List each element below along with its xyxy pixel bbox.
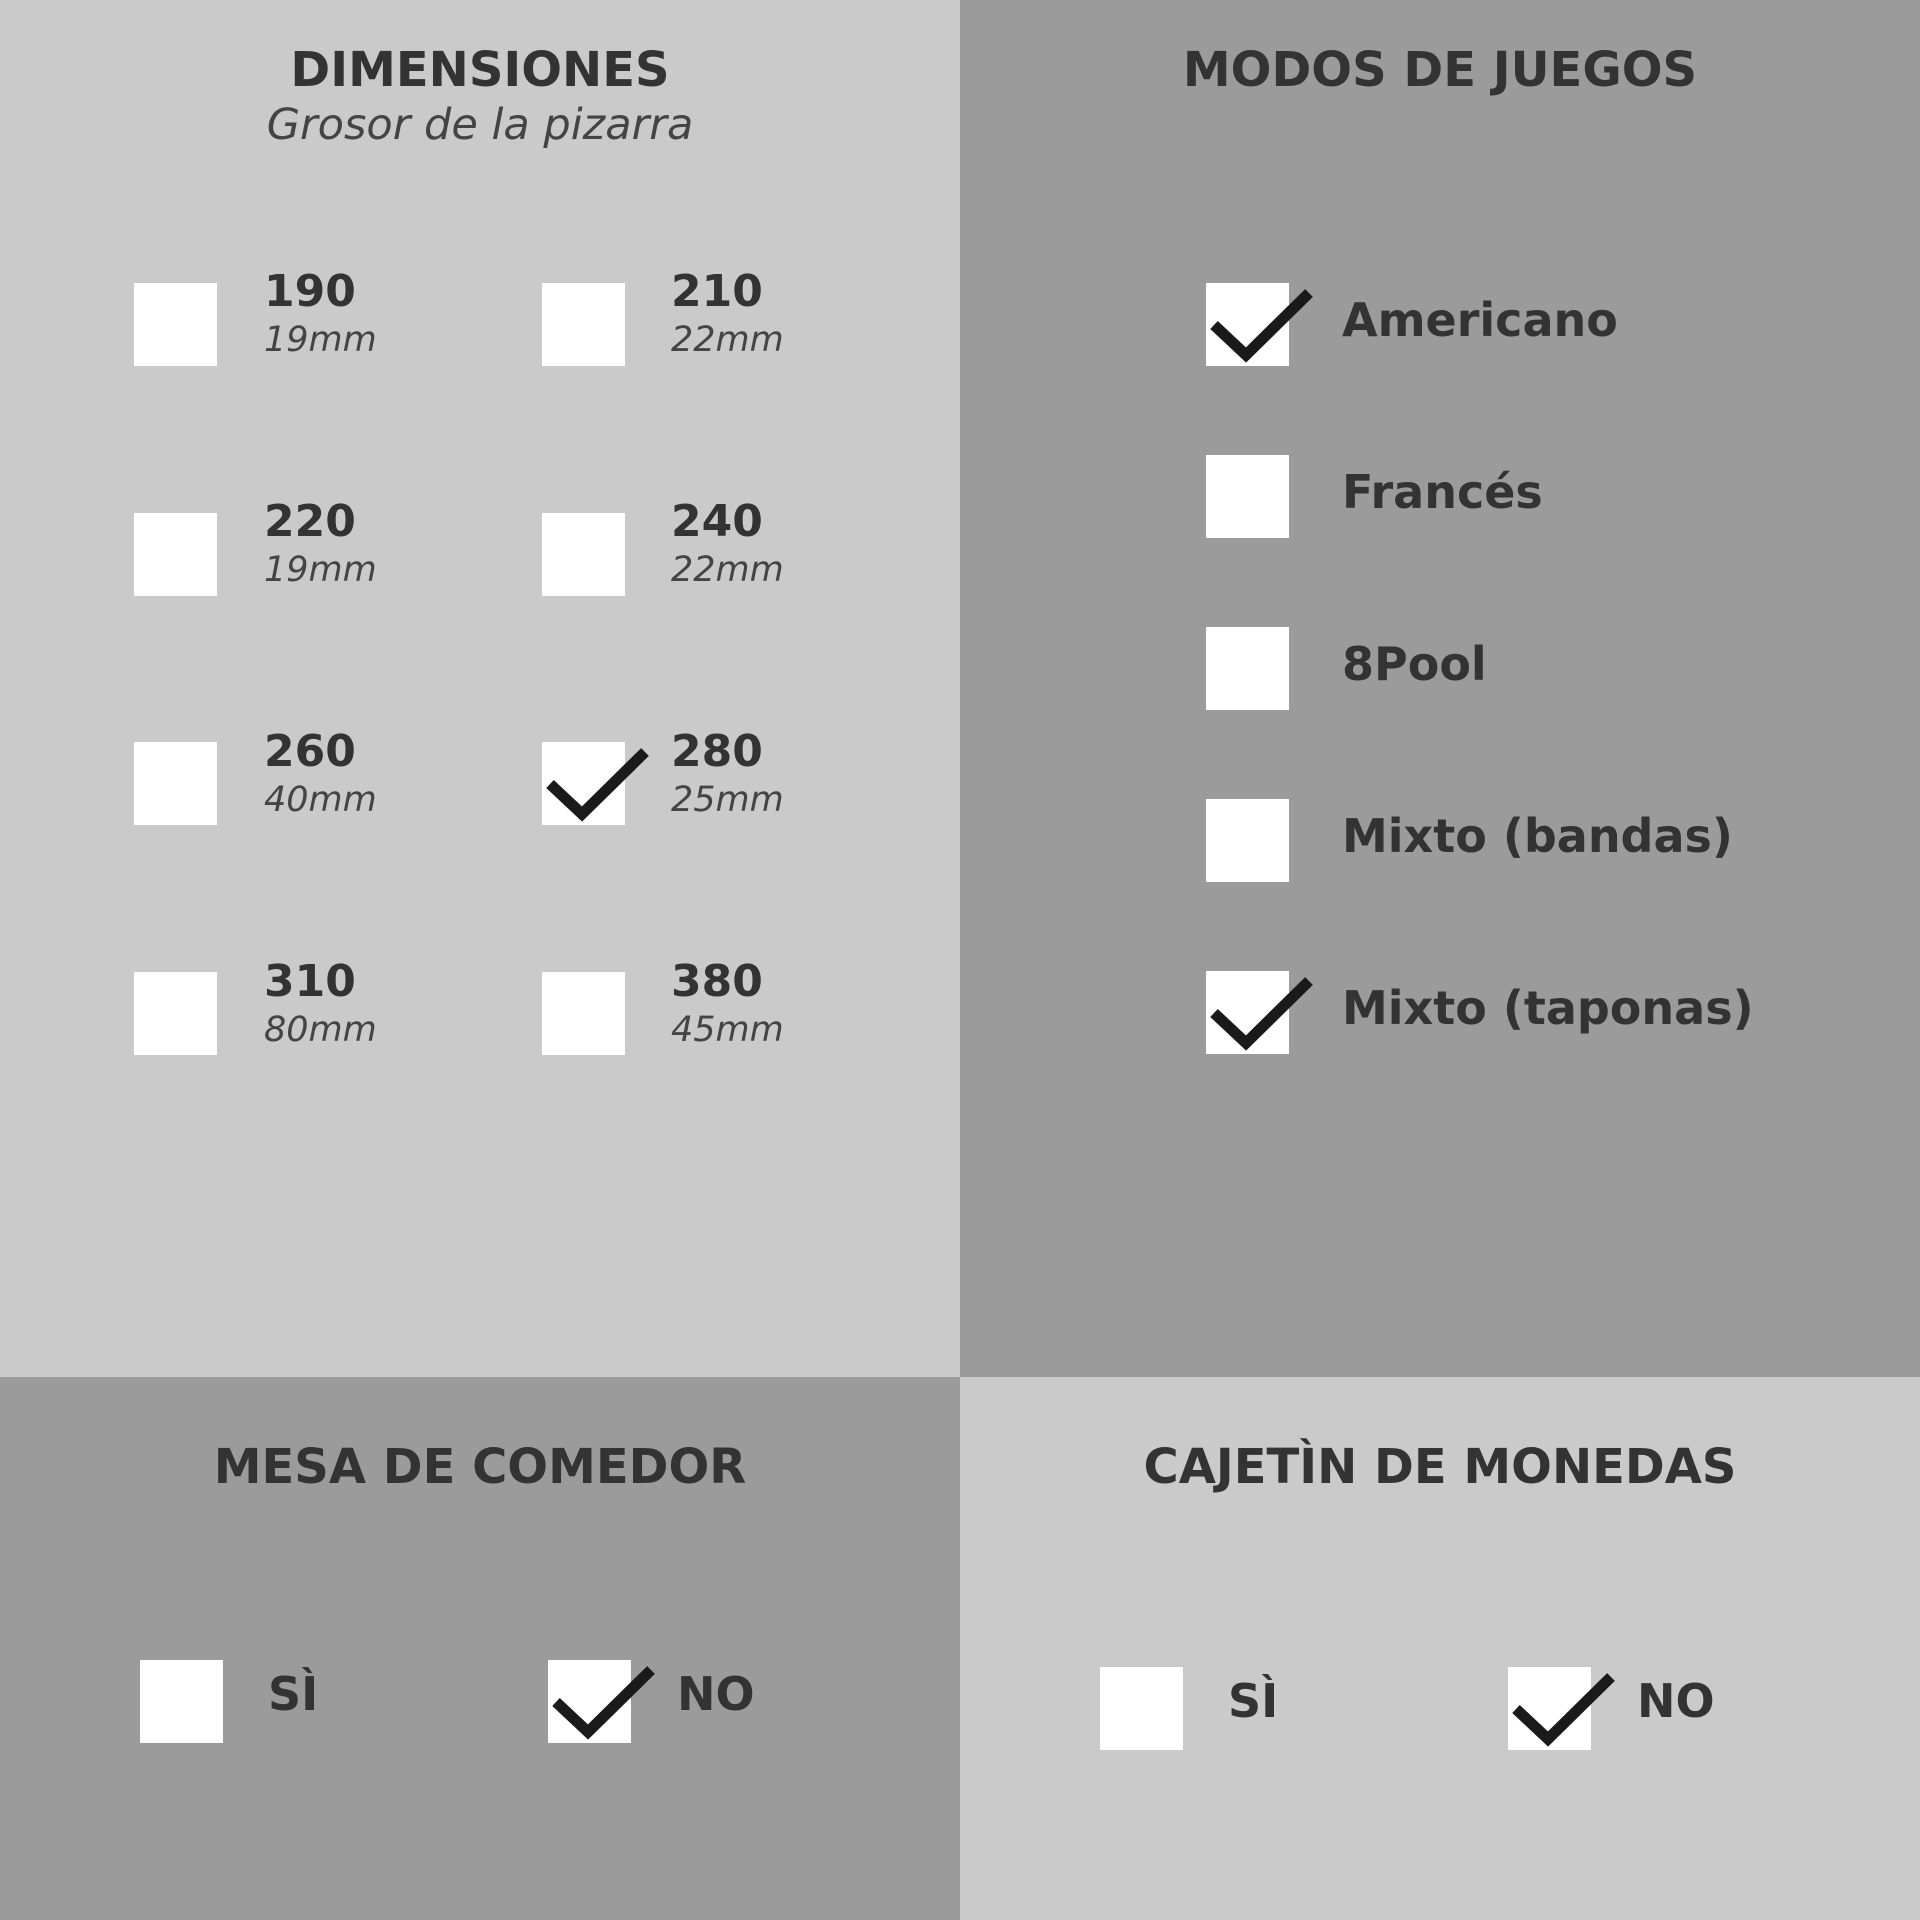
size-value-220: 220 — [264, 496, 356, 547]
checkmark-icon — [1206, 971, 1324, 1061]
checkbox-frances[interactable] — [1206, 455, 1289, 538]
modos-juegos-panel — [960, 0, 1920, 1377]
checkbox-mixto-bandas[interactable] — [1206, 799, 1289, 882]
modos-juegos-title: MODOS DE JUEGOS — [1182, 42, 1698, 98]
checkbox-size-380[interactable] — [542, 972, 625, 1055]
size-value-260: 260 — [264, 726, 356, 777]
checkbox-cajetin-si[interactable] — [1100, 1667, 1183, 1750]
checkbox-mesa-no[interactable] — [548, 1660, 631, 1743]
thickness-280: 25mm — [671, 780, 784, 820]
dimensiones-title: DIMENSIONES — [290, 42, 670, 98]
checkbox-size-190[interactable] — [134, 283, 217, 366]
checkbox-size-240[interactable] — [542, 513, 625, 596]
label-mesa-no: NO — [677, 1667, 755, 1721]
label-mesa-si: SÌ — [268, 1667, 319, 1721]
thickness-240: 22mm — [671, 550, 784, 590]
mesa-comedor-title: MESA DE COMEDOR — [213, 1439, 747, 1495]
checkbox-size-220[interactable] — [134, 513, 217, 596]
checkbox-size-310[interactable] — [134, 972, 217, 1055]
dimensiones-subtitle: Grosor de la pizarra — [266, 100, 694, 150]
checkbox-size-210[interactable] — [542, 283, 625, 366]
label-cajetin-si: SÌ — [1228, 1674, 1279, 1728]
label-cajetin-no: NO — [1637, 1674, 1715, 1728]
thickness-210: 22mm — [671, 320, 784, 360]
size-value-280: 280 — [671, 726, 763, 777]
size-value-190: 190 — [264, 266, 356, 317]
label-americano: Americano — [1342, 293, 1618, 347]
label-mixto-taponas: Mixto (taponas) — [1342, 981, 1754, 1035]
checkmark-icon — [548, 1660, 666, 1750]
checkbox-size-280[interactable] — [542, 742, 625, 825]
size-value-240: 240 — [671, 496, 763, 547]
checkbox-size-260[interactable] — [134, 742, 217, 825]
label-mixto-bandas: Mixto (bandas) — [1342, 809, 1733, 863]
thickness-190: 19mm — [264, 320, 377, 360]
checkbox-8pool[interactable] — [1206, 627, 1289, 710]
checkbox-mixto-taponas[interactable] — [1206, 971, 1289, 1054]
checkmark-icon — [1206, 283, 1324, 373]
size-value-310: 310 — [264, 956, 356, 1007]
checkbox-americano[interactable] — [1206, 283, 1289, 366]
checkmark-icon — [542, 742, 660, 832]
cajetin-monedas-title: CAJETÌN DE MONEDAS — [1143, 1439, 1737, 1495]
cajetin-monedas-panel — [960, 1377, 1920, 1920]
checkbox-cajetin-no[interactable] — [1508, 1667, 1591, 1750]
size-value-210: 210 — [671, 266, 763, 317]
thickness-380: 45mm — [671, 1010, 784, 1050]
label-8pool: 8Pool — [1342, 637, 1487, 691]
mesa-comedor-panel — [0, 1377, 960, 1920]
checkbox-mesa-si[interactable] — [140, 1660, 223, 1743]
label-frances: Francés — [1342, 465, 1543, 519]
checkmark-icon — [1508, 1667, 1626, 1757]
thickness-260: 40mm — [264, 780, 377, 820]
dimensiones-panel — [0, 0, 960, 1377]
size-value-380: 380 — [671, 956, 763, 1007]
thickness-310: 80mm — [264, 1010, 377, 1050]
thickness-220: 19mm — [264, 550, 377, 590]
